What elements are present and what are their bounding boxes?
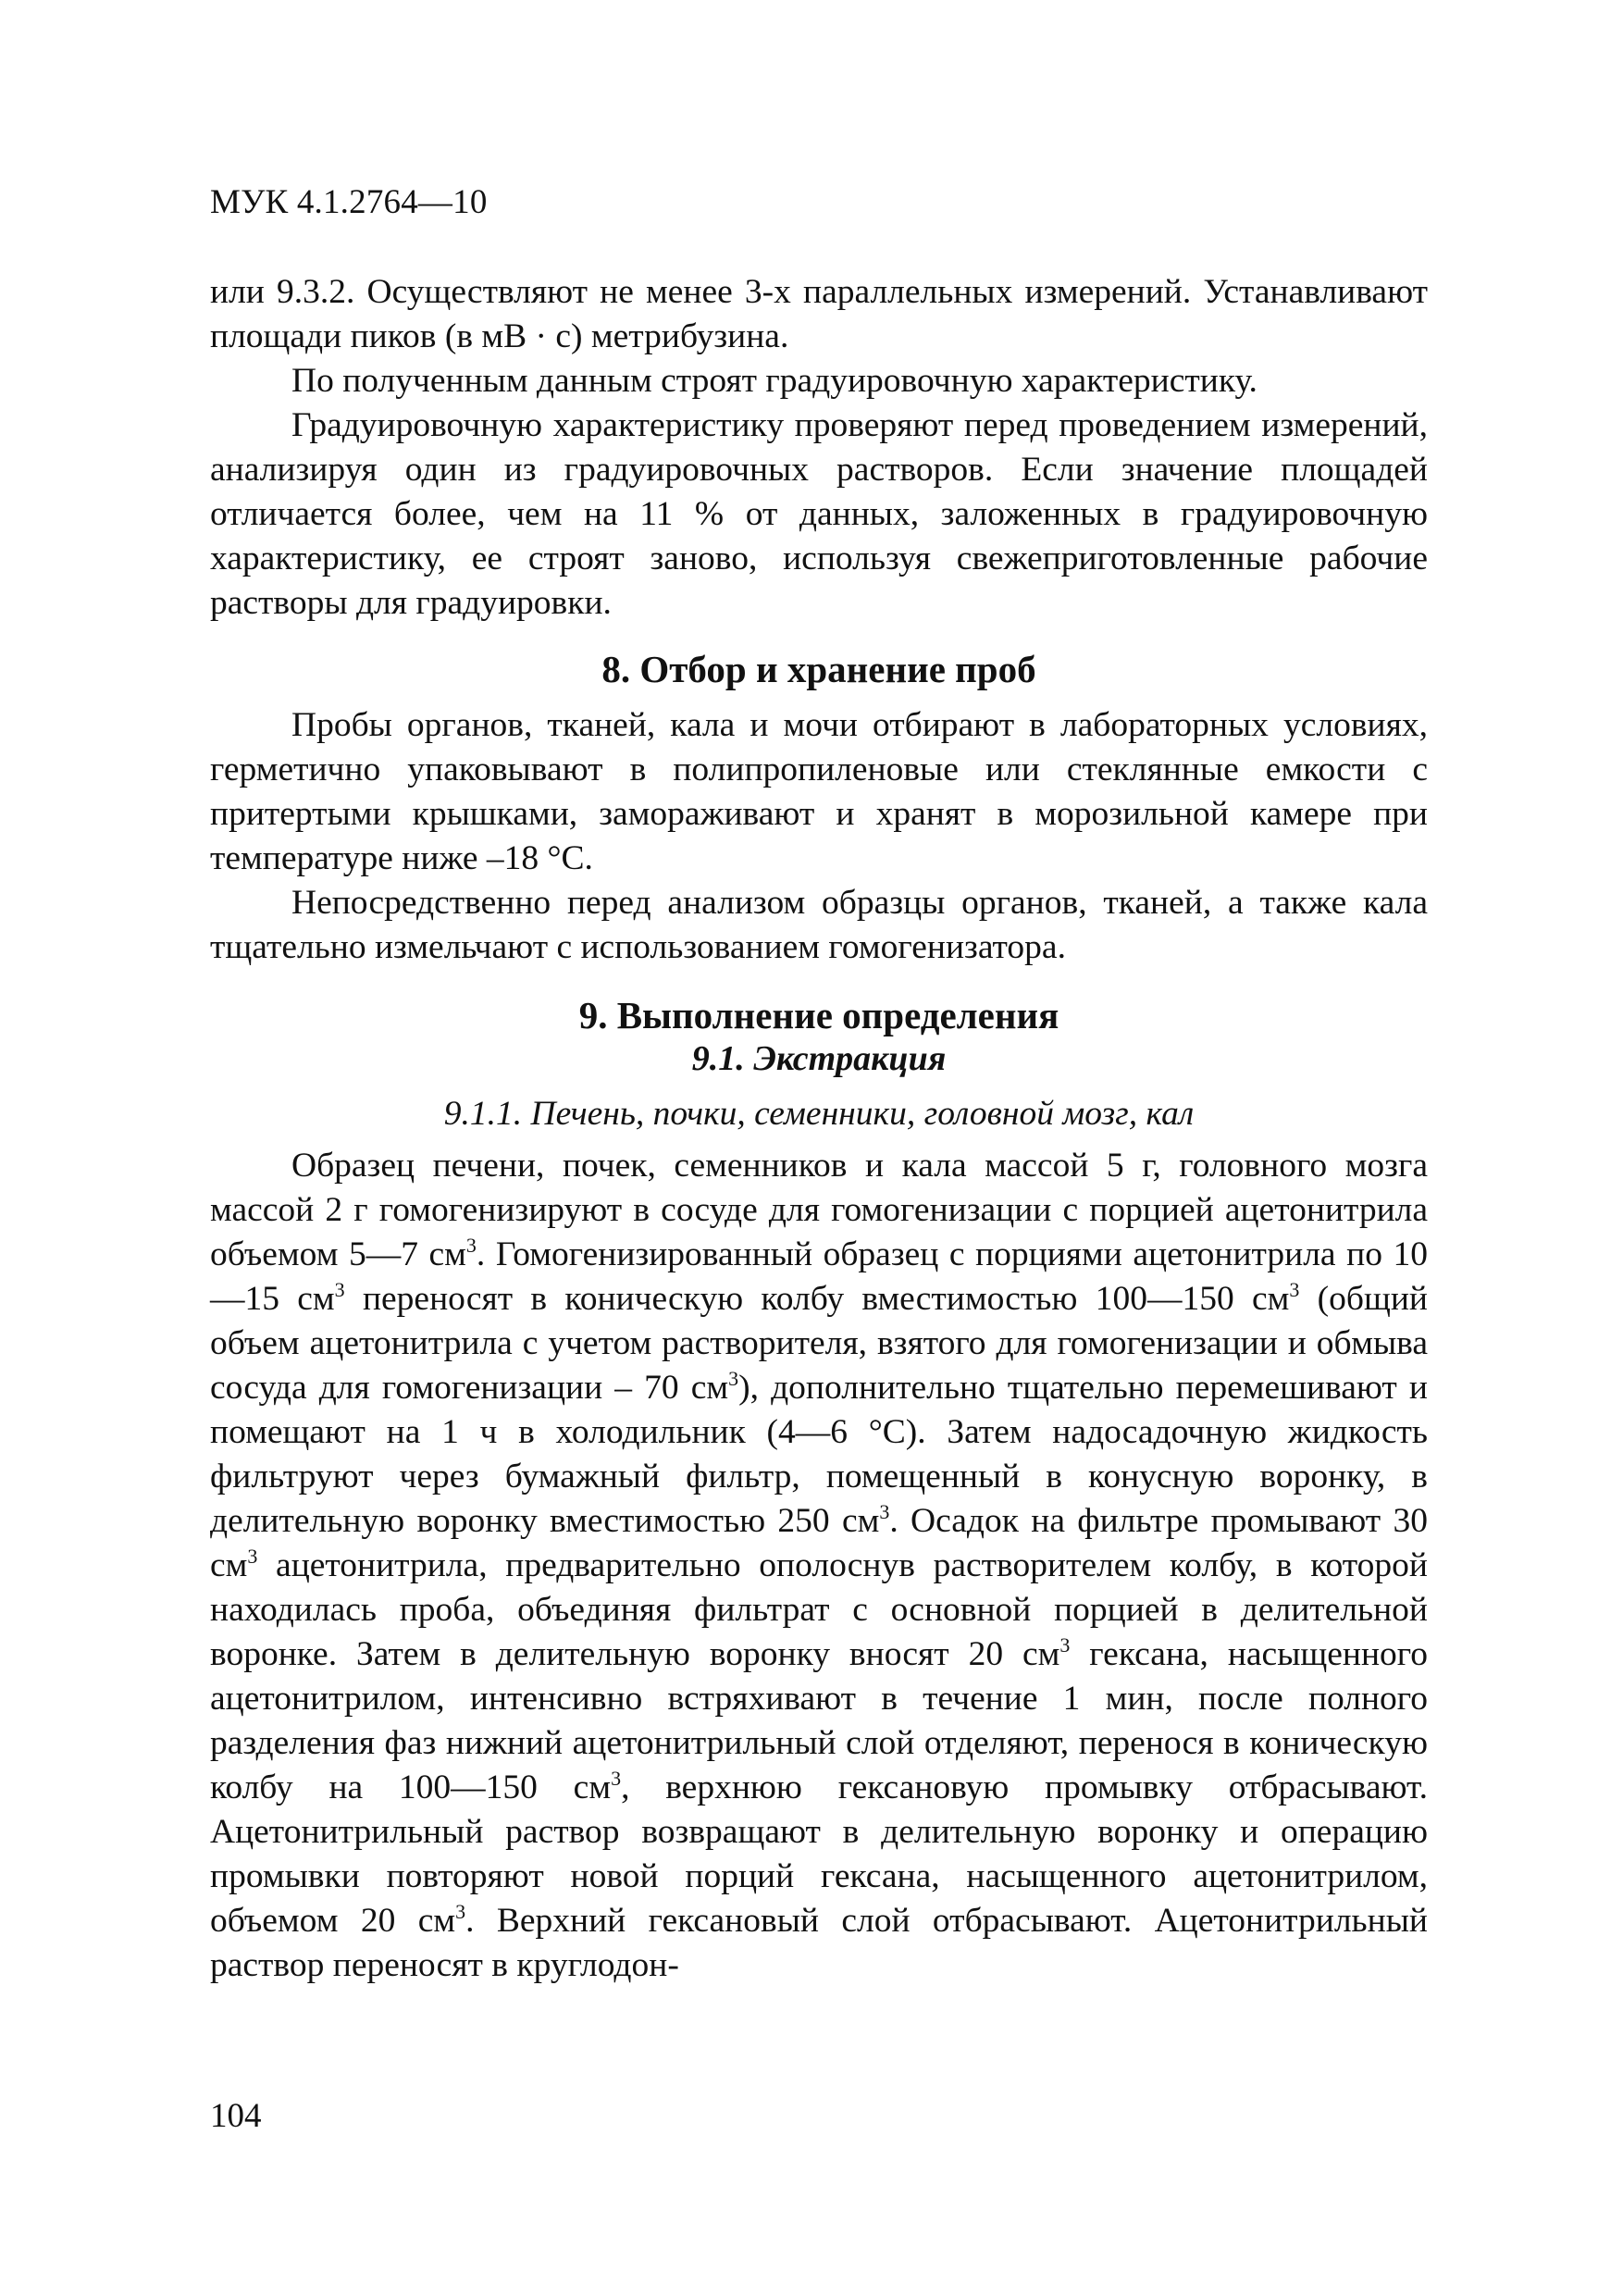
text-run: . Верхний гексановый слой отбрасывают. Ацетонитрильный раствор переносят в круглодон- (210, 1902, 1428, 1984)
running-header: МУК 4.1.2764—10 (210, 183, 488, 221)
text-run: (общий объем ацетонитрила с учетом растворителя, взятого для гомогенизации и обмыва сосуда для гомогенизации – 70 см (210, 1280, 1428, 1407)
text-run: Образец печени, почек, семенников и кала массой 5 г, головного мозга массой 2 г гомогенизируют в сосуде для гомогенизации с порцией ацетонитрила объемом 5—7 см (210, 1147, 1428, 1273)
section-heading-8: 8. Отбор и хранение проб (601, 648, 1036, 690)
text-run: , верхнюю гексановую промывку отбрасывают. Ацетонитрильный раствор возвращают в делительную воронку и операцию промывки повторяют новой порций гексана, насыщенного ацетонитрилом, объемом 20 см (210, 1769, 1428, 1940)
superscript: 3 (879, 1500, 890, 1523)
page-content (210, 270, 1428, 1988)
superscript: 3 (611, 1767, 622, 1790)
superscript: 3 (334, 1278, 345, 1301)
text-run: . Осадок на фильтре промывают 30 см (210, 1502, 1428, 1584)
paragraph-continuation: или 9.3.2. Осуществляют не менее 3-х параллельных измерений. Устанавливают площади пиков (в мВ · с) метрибузина. (210, 273, 1428, 355)
subsubsection-heading-9-1-1: 9.1.1. Печень, почки, семенники, головной мозг, кал (443, 1095, 1195, 1133)
subsection-heading-9-1: 9.1. Экстракция (691, 1039, 947, 1078)
section-heading-9: 9. Выполнение определения (578, 994, 1059, 1036)
paragraph: По полученным данным строят градуировочную характеристику. (291, 362, 1258, 400)
superscript: 3 (1289, 1278, 1300, 1301)
text-run: . Гомогенизированный образец с порциями ацетонитрила по 10—15 см (210, 1235, 1428, 1318)
paragraph: Непосредственно перед анализом образцы органов, тканей, а также кала тщательно измельчают с использованием гомогенизатора. (210, 884, 1428, 966)
page-number: 104 (210, 2097, 262, 2135)
text-run: ацетонитрила, предварительно ополоснув растворителем колбу, в которой находилась проба, объединяя фильтрат с основной порцией в делительной воронке. Затем в делительную воронку вносят 20 см (210, 1546, 1428, 1673)
superscript: 3 (247, 1545, 258, 1568)
text-run: переносят в коническую колбу вместимостью 100—150 см (344, 1280, 1290, 1318)
superscript: 3 (465, 1234, 477, 1257)
paragraph: Градуировочную характеристику проверяют перед проведением измерений, анализируя один из градуировочных растворов. Если значение площадей отличается более, чем на 11 % от данных, заложенных в градуировочную характеристику, ее строят заново, используя свежеприготовленные рабочие растворы для градуировки. (210, 406, 1428, 622)
text-run: гексана, насыщенного ацетонитрилом, интенсивно встряхивают в течение 1 мин, после полного разделения фаз нижний ацетонитрильный слой отделяют, перенося в коническую колбу на 100—150 см (210, 1635, 1428, 1806)
paragraph-extraction-procedure (210, 1144, 1428, 1988)
paragraph: Пробы органов, тканей, кала и мочи отбирают в лабораторных условиях, герметично упаковывают в полипропиленовые или стеклянные емкости с притертыми крышками, замораживают и хранят в морозильной камере при температуре ниже –18 °С. (210, 706, 1428, 877)
superscript: 3 (455, 1900, 466, 1923)
text-run: ), дополнительно тщательно перемешивают и помещают на 1 ч в холодильник (4—6 °С). Затем надосадочную жидкость фильтруют через бумажный фильтр, помещенный в конусную воронку, в делительную воронку вместимостью 250 см (210, 1369, 1428, 1540)
superscript: 3 (728, 1367, 739, 1390)
superscript: 3 (1059, 1633, 1071, 1657)
